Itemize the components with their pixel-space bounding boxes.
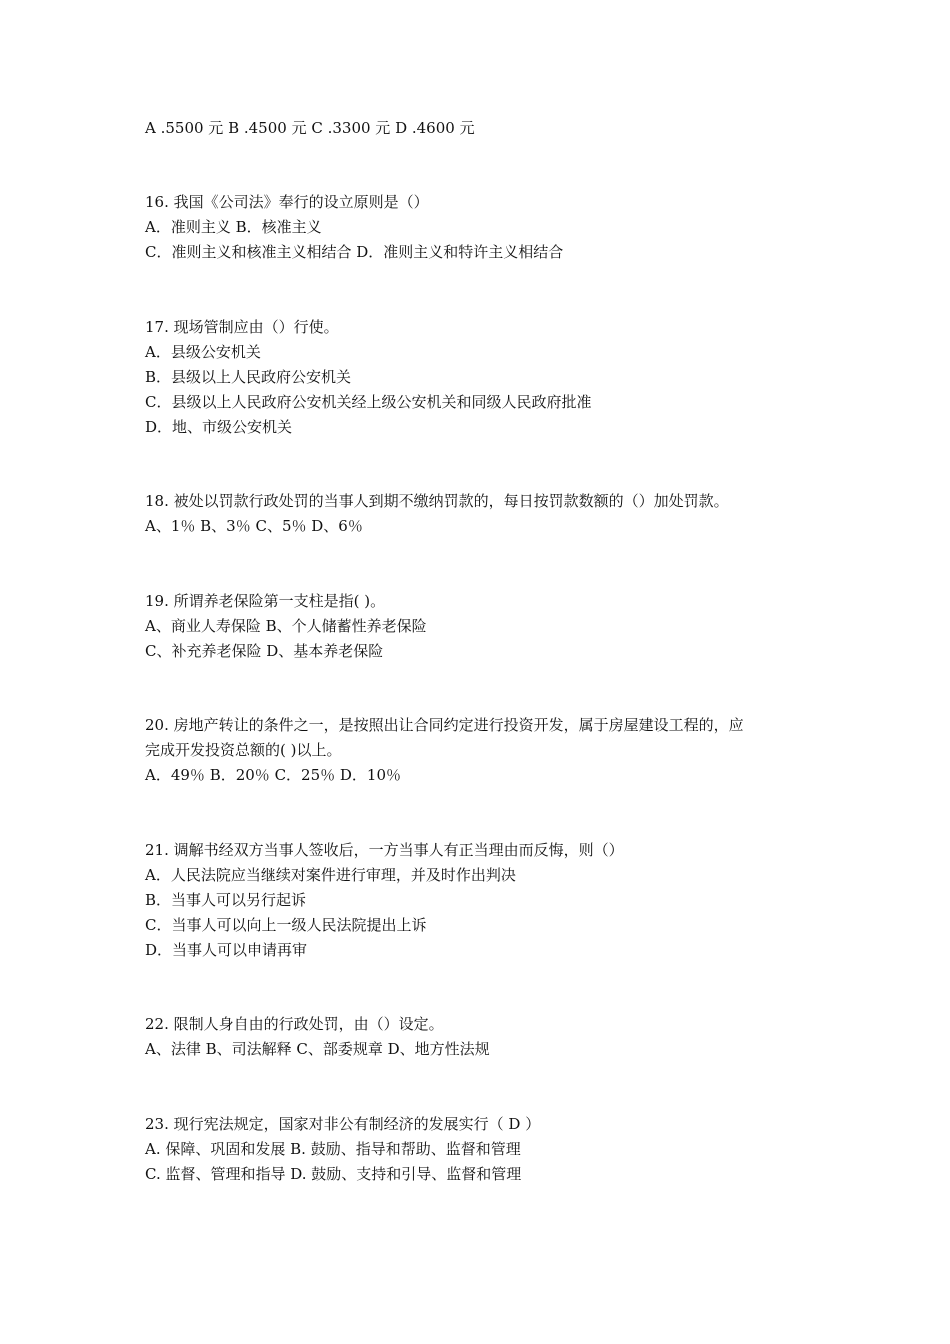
q20-options-line1: A．49％ B．20％ C．25％ D．10％ [145, 766, 402, 784]
q17-option-a: A．县级公安机关 [145, 343, 261, 361]
q16-question: 16. 我国《公司法》奉行的设立原则是（） [145, 193, 429, 211]
q20-question-line1: 20. 房地产转让的条件之一，是按照出让合同约定进行投资开发，属于房屋建设工程的，应 [145, 716, 744, 734]
q15-options: A .5500 元 B .4500 元 C .3300 元 D .4600 元 [145, 119, 475, 137]
q20-question-line2: 完成开发投资总额的( )以上。 [145, 741, 342, 759]
q21-option-d: D．当事人可以申请再审 [145, 941, 308, 959]
q17-option-d: D．地、市级公安机关 [145, 418, 293, 436]
q19-options-line1: A、商业人寿保险 B、个人储蓄性养老保险 [145, 617, 427, 635]
q19-options-line2: C、补充养老保险 D、基本养老保险 [145, 642, 384, 660]
q17-option-b: B．县级以上人民政府公安机关 [145, 368, 352, 386]
q21-option-b: B．当事人可以另行起诉 [145, 891, 307, 909]
q23-options-line2: C. 监督、管理和指导 D. 鼓励、支持和引导、监督和管理 [145, 1165, 522, 1183]
q16-options-line2: C．准则主义和核准主义相结合 D．准则主义和特许主义相结合 [145, 243, 564, 261]
q18-options-line1: A、1％ B、3％ C、5％ D、6％ [145, 517, 363, 535]
q23-question: 23. 现行宪法规定，国家对非公有制经济的发展实行（ D ） [145, 1115, 541, 1133]
q17-question: 17. 现场管制应由（）行使。 [145, 318, 339, 336]
q21-option-c: C．当事人可以向上一级人民法院提出上诉 [145, 916, 427, 934]
q21-option-a: A．人民法院应当继续对案件进行审理，并及时作出判决 [145, 866, 516, 884]
q21-question: 21. 调解书经双方当事人签收后，一方当事人有正当理由而反悔，则（） [145, 841, 624, 859]
q17-option-c: C．县级以上人民政府公安机关经上级公安机关和同级人民政府批准 [145, 393, 592, 411]
q16-options-line1: A．准则主义 B．核准主义 [145, 218, 322, 236]
q23-options-line1: A. 保障、巩固和发展 B. 鼓励、指导和帮助、监督和管理 [145, 1140, 521, 1158]
q22-options-line1: A、法律 B、司法解释 C、部委规章 D、地方性法规 [145, 1040, 490, 1058]
q22-question: 22. 限制人身自由的行政处罚，由（）设定。 [145, 1015, 444, 1033]
q18-question: 18. 被处以罚款行政处罚的当事人到期不缴纳罚款的，每日按罚款数额的（）加处罚款。 [145, 492, 729, 510]
q19-question: 19. 所谓养老保险第一支柱是指( )。 [145, 592, 386, 610]
